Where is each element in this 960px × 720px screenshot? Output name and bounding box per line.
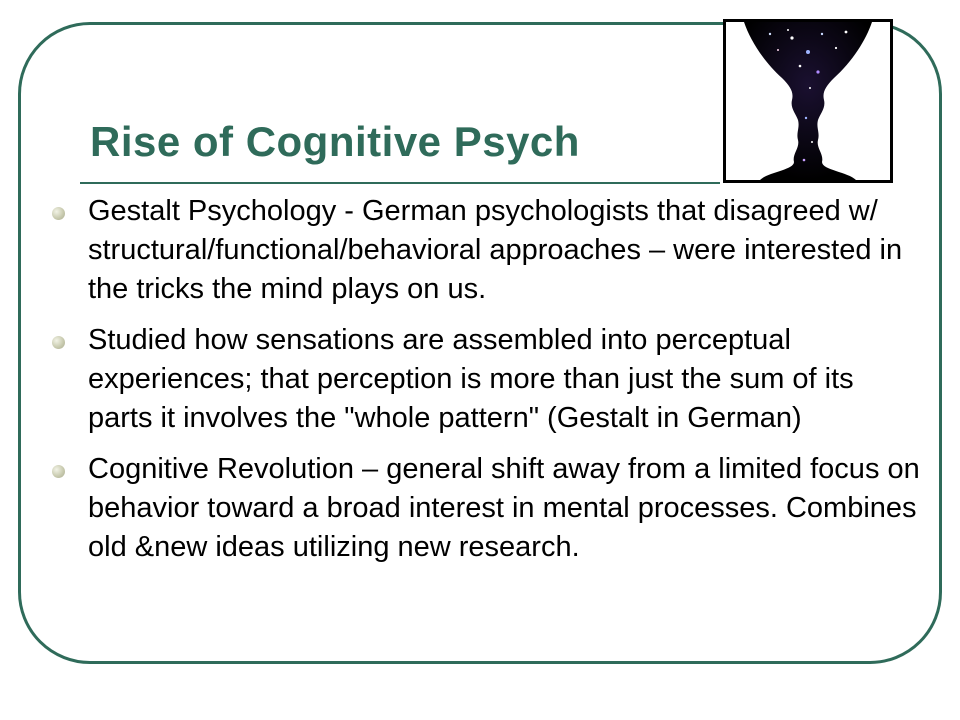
rubin-vase-faces-illusion-icon xyxy=(723,19,893,183)
bullet-item xyxy=(50,450,920,567)
bullet-text: Studied how sensations are assembled into perceptual experiences; that perception is more than just the sum of its parts it involves the "whole pattern" (Gestalt in German) xyxy=(88,324,854,434)
title-underline xyxy=(80,182,720,184)
title-area xyxy=(90,118,580,166)
bullet-list xyxy=(50,192,920,579)
bullet-text: Gestalt Psychology - German psychologists that disagreed w/ structural/functional/behavioral approaches – were interested in the tricks the mind plays on us. xyxy=(88,195,903,305)
slide-title: Rise of Cognitive Psych xyxy=(90,118,580,165)
bullet-dot-icon xyxy=(52,465,65,478)
bullet-text: Cognitive Revolution – general shift away from a limited focus on behavior toward a broad interest in mental processes. Combines old &new ideas utilizing new research. xyxy=(88,453,920,563)
bullet-item xyxy=(50,321,920,438)
bullet-dot-icon xyxy=(52,336,65,349)
bullet-item xyxy=(50,192,920,309)
bullet-dot-icon xyxy=(52,207,65,220)
